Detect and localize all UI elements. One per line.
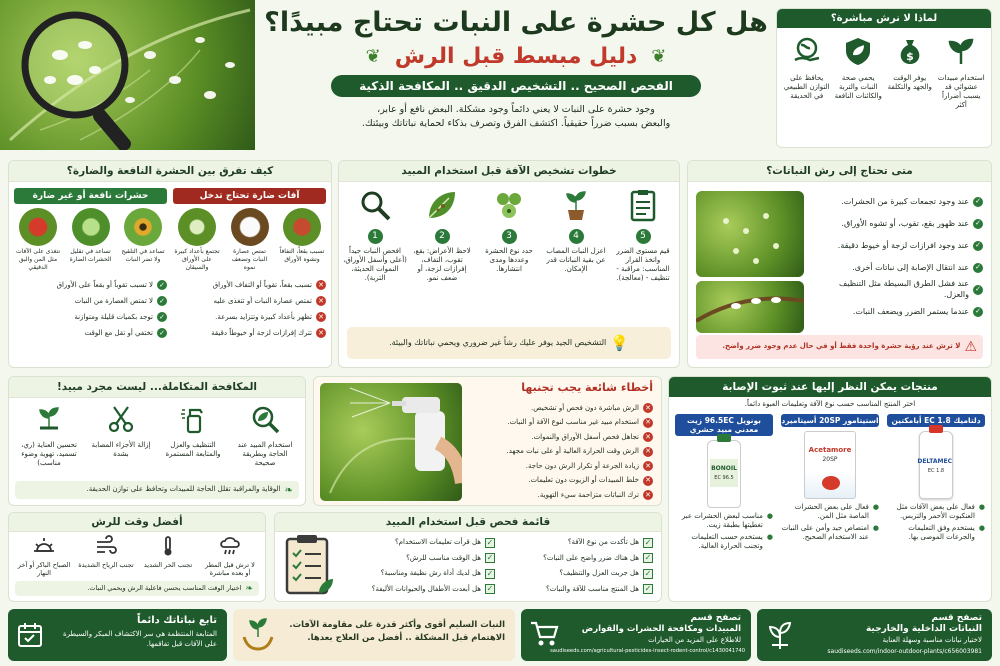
sun-icon: [33, 535, 55, 557]
beneficial-item: ✓ لا تسبب تقوباً أو بقعاً على الأوراق: [14, 277, 167, 293]
thermometer-icon: [157, 535, 179, 557]
beneficial-label: حشرات نافعة أو غير ضارة: [14, 188, 167, 204]
page-subtitle: دليل مبسط قبل الرش: [394, 44, 638, 69]
mistakes-card: [313, 376, 662, 506]
ipm-item: التنظيف والعزل والمتابعة المستمرة: [161, 404, 225, 468]
when-item: ✓ عند فشل الطرق البسيطة مثل التنظيف والعزل.: [813, 279, 983, 301]
follow-plants-title: تابع نباتاتك دائماً: [137, 615, 217, 626]
mistake-item: ✕ خلط المبيدات أو الزيوت دون تعليمات.: [463, 474, 653, 489]
healthy-plant-text: النبات السليم أقوى وأكثر قدرة على مقاومة الآفات. الاهتمام قبل المشكلة .. أفضل من العلاج بعدها.: [289, 620, 505, 644]
magnifier-icon: [358, 188, 392, 222]
ipm-card: [8, 376, 306, 506]
shop-plants-title: تصفح قسم: [931, 613, 982, 623]
steps-title: خطوات تشخيص الآفة قبل استخدام المبيد: [339, 161, 679, 182]
wind-icon: [95, 535, 117, 557]
best-time-note: ❧ اختيار الوقت المناسب يحسن فاعلية الرش ويحمي النبات.: [15, 581, 259, 596]
leaf-icon: ❧: [284, 484, 293, 496]
checklist-title: قائمة فحص قبل استخدام المبيد: [275, 513, 661, 532]
shop-pesticides-name: المبيدات ومكافحة الحشرات والقوارض: [581, 624, 741, 634]
page-title: هل كل حشرة على النبات تحتاج مبيدًا؟: [264, 7, 768, 38]
insects-icon: [492, 188, 526, 222]
whitefly-icon: [178, 208, 216, 246]
beneficial-column: [14, 188, 167, 341]
leaf-decor-icon: ❦: [651, 46, 667, 67]
follow-plants-banner: [8, 609, 227, 661]
leaf-decor-icon: ❦: [365, 46, 381, 67]
checklist-item: ✓ هل تأكدت من نوع الآفة؟: [567, 537, 652, 547]
beneficial-insect-card: تساعد في تقليل الحشرات الضارة: [67, 208, 115, 271]
best-time-item: لا ترش قبل المطر أو بعده مباشرة: [202, 535, 258, 578]
mistake-item: ✕ ترك النباتات متزاحمة سيء التهوية.: [463, 488, 653, 503]
step-item: 3 حدد نوع الحشرة وعددها ومدى انتشارها.: [477, 188, 541, 283]
checklist-card: [274, 512, 662, 602]
when-item: ✓ عندما يستمر الضرر ويضعف النبات.: [813, 301, 983, 323]
mistake-item: ✕ زيادة الجرعة أو تكرار الرش دون حاجة.: [463, 459, 653, 474]
why-title: لماذا لا نرش مباشرة؟: [777, 9, 991, 28]
best-time-title: أفضل وقت للرش: [9, 513, 265, 532]
when-item: ✓ عند ظهور بقع، تقوب، أو تشوه الأوراق.: [813, 213, 983, 235]
beneficial-item: ✓ لا تمتص العصارة من النبات: [14, 293, 167, 309]
header-banner: الفحص الصحيح .. التشخيص الدقيق .. المكافحة الذكية: [331, 75, 701, 97]
when-card: [687, 160, 992, 368]
mistake-item: ✕ الرش مباشرة دون فحص أو تشخيص.: [463, 401, 653, 416]
harmful-item: ✕ تسبب بقعاً، تقوباً أو التفاف الأوراق: [173, 277, 326, 293]
shop-pesticides-title: تصفح قسم: [690, 613, 741, 623]
potted-plant-icon: [559, 188, 593, 222]
step-item: 5 قيم مستوى الضرر واتخذ القرار المناسب: مراقبة - تنظيف - (معالجة).: [611, 188, 675, 283]
mistakes-title: أخطاء شائعة يجب تجنبها: [521, 381, 653, 394]
harmful-item: ✕ تظهر بأعداد كبيرة وتتزايد بسرعة.: [173, 309, 326, 325]
difference-title: كيف تفرق بين الحشرة النافعة والضارة؟: [9, 161, 331, 182]
mealybug-icon: [231, 208, 269, 246]
calendar-icon: [16, 621, 44, 649]
ipm-item: إزالة الأجزاء المصابة بشدة: [89, 404, 153, 468]
product-point: ● فعال على بعض الحشرات الماصة مثل المن.: [794, 503, 879, 521]
clipboard-check-icon: [283, 533, 335, 597]
steps-card: [338, 160, 680, 368]
product-point: ● يستخدم حسب التعليمات وتجنب الحرارة العالية.: [691, 533, 773, 551]
when-item: ✓ عند انتقال الإصابة إلى نباتات أخرى.: [813, 257, 983, 279]
leaf-icon: ❧: [245, 583, 253, 594]
checklist-item: ✓ هل الوقت مناسب للرش؟: [406, 553, 494, 563]
product-item: [675, 414, 773, 551]
plant-icon: [765, 619, 795, 651]
hands-seedling-icon: [241, 617, 275, 653]
shop-pesticides-url[interactable]: saudiseeds.com/agricultural-pesticides-insect-rodent-control/c1430041740: [550, 648, 745, 654]
best-time-item: تجنب الحر الشديد: [140, 535, 196, 578]
ipm-note: ❧ الوقاية والمراقبة تقلل الحاجة للمبيدات وتحافظ على توازن الحديقة.: [15, 481, 299, 499]
mealybug-stem-photo: [696, 281, 804, 333]
checklist-item: ✓ هل قرأت تعليمات الاستخدام؟: [394, 537, 494, 547]
step-number: 5: [636, 229, 651, 244]
why-item: يحمي صحة النبات والتربة والكائنات النافعة: [834, 36, 882, 110]
leaf-icon: [425, 188, 459, 222]
best-time-item: الصباح الباكر أو آخر النهار: [16, 535, 72, 578]
healthy-plant-banner: [233, 609, 515, 661]
bee-icon: [124, 208, 162, 246]
checklist-item: ✓ هل جربت العزل والتنظيف؟: [559, 568, 652, 578]
rain-cloud-icon: [219, 535, 241, 557]
spray-photo: [320, 383, 462, 501]
when-item: ✓ عند وجود تجمعات كبيرة من الحشرات.: [813, 191, 983, 213]
ipm-item: استخدام المبيد عند الحاجة وبطريقة صحيحة: [233, 404, 297, 468]
magnify-leaf-icon: [250, 404, 280, 434]
shop-plants-banner[interactable]: [757, 609, 992, 661]
ipm-item: تحسين العناية (ري، تسميد، تهوية وضوء مناسب): [17, 404, 81, 468]
beneficial-insect-card: تساعد في التلقيح ولا تضر النبات: [119, 208, 167, 271]
ladybug-icon: [19, 208, 57, 246]
shop-plants-name: النباتات الداخلية والخارجية: [865, 624, 982, 634]
step-number: 1: [368, 229, 383, 244]
product-point: ● امتصاص جيد وأمن على النبات عند الاستخدام الصحيح.: [781, 524, 879, 542]
harmful-label: آفات ضارة تحتاج تدخل: [173, 188, 326, 204]
page-header: [262, 4, 770, 152]
checklist-item: ✓ هل لديك أداة رش نظيفة ومناسبة؟: [380, 568, 494, 578]
product-name: دلتاميك 1.8 EC أبامكتين: [887, 414, 985, 427]
product-pack-acetamore: Acetamore 20SP: [804, 431, 856, 499]
mistake-item: ✕ الرش وقت الحرارة العالية أو على نبات مجهد.: [463, 445, 653, 460]
svg-text:$: $: [905, 50, 914, 63]
harmful-item: ✕ تترك إفرازات لزجة أو خيوطاً دقيقة: [173, 325, 326, 341]
shop-pesticides-banner[interactable]: [521, 609, 751, 661]
mistake-item: ✕ تجاهل فحص أسفل الأوراق والنموات.: [463, 430, 653, 445]
product-point: ● مناسب لبعض الحشرات عبر تغطيتها بطبقة زيت.: [681, 512, 773, 530]
scissors-icon: [106, 404, 136, 434]
intro-line-1: وجود حشرة على النبات لا يعني دائماً وجود مشكلة. البعض نافع أو عابر،: [377, 104, 655, 115]
hero-leaf-image: [0, 0, 255, 150]
clipboard-icon: [626, 188, 660, 222]
sprout-icon: [946, 36, 976, 66]
product-name: بونويل 96.5EC زيت معدني مبيد حشري: [675, 414, 773, 436]
when-title: متى تحتاج إلى رش النباتات؟: [688, 161, 991, 182]
insect-difference-card: [8, 160, 332, 368]
harmful-insect-card: تجتمع بأعداد كبيرة على الأوراق والسيقان: [173, 208, 221, 271]
beneficial-item: ✓ تختفي أو تقل مع الوقت: [14, 325, 167, 341]
products-title: منتجات يمكن النظر إليها عند ثبوت الإصابة: [669, 377, 991, 397]
shop-pesticides-sub: للاطلاع على المزيد من الخيارات: [648, 636, 741, 644]
checklist-item: ✓ هل هناك ضرر واضح على النبات؟: [543, 553, 652, 563]
harmful-column: [173, 188, 326, 341]
step-number: 4: [569, 229, 584, 244]
why-item: استخدام مبيدات عشوائي قد يسبب أضراراً أكثر: [937, 36, 985, 110]
product-point: ● فعال على بعض الآفات مثل العنكبوت الأحمر والتربس.: [896, 503, 985, 521]
lightbulb-icon: 💡: [610, 334, 629, 352]
money-bag-icon: [895, 36, 925, 66]
why-item: $ يوفر الوقت والجهد والتكلفة: [886, 36, 934, 110]
best-time-card: [8, 512, 266, 602]
step-item: 4 اعزل النبات المصاب عن بقية النباتات قدر الإمكان.: [544, 188, 608, 283]
aphid-icon: [283, 208, 321, 246]
when-warning: ⚠ لا ترش عند رؤية حشرة واحدة فقط أو في حال عدم وجود ضرر واضح.: [696, 335, 983, 359]
product-item: [781, 414, 879, 551]
seedling-icon: [34, 404, 64, 434]
mistake-item: ✕ استخدام مبيد غير مناسب لنوع الآفة أو النبات.: [463, 416, 653, 431]
why-card: [776, 8, 992, 148]
step-item: 1 افحص النبات جيداً (أعلى وأسفل الأوراق، النموات الحديثة، التربة).: [343, 188, 407, 283]
product-item: [887, 414, 985, 551]
product-bottle-deltamec: DELTAMEC 1.8 EC: [919, 431, 953, 499]
shop-plants-sub: لاختيار نباتات مناسبة وسهلة العناية: [882, 636, 982, 644]
checklist-item: ✓ هل المنتج مناسب للآفة والنبات؟: [545, 584, 652, 594]
product-point: ● يستخدم وفق التعليمات والجرعات الموصى بها.: [908, 524, 985, 542]
beneficial-item: ✓ توجد بكميات قليلة ومتوازنة: [14, 309, 167, 325]
when-item: ✓ عند وجود افرازات لزجة أو خيوط دقيقة.: [813, 235, 983, 257]
harmful-insect-card: تسبب بقعاً، التفافاً وتشوه الأوراق: [278, 208, 326, 271]
step-number: 2: [435, 229, 450, 244]
warning-icon: ⚠: [964, 339, 977, 355]
why-item: يحافظ على التوازن الطبيعي في الحديقة: [783, 36, 831, 110]
steps-note: 💡 التشخيص الجيد يوفر عليك رشاً غير ضروري ويحمي نباتاتك والبيئة.: [347, 327, 671, 359]
intro-line-2: والبعض بسبب ضرراً حقيقياً. اكتشف الفرق وتصرف بذكاء لحماية نباتاتك وبيئتك.: [361, 118, 671, 129]
lacewing-icon: [72, 208, 110, 246]
step-item: 2 لاحظ الأعراض: بقع، تقوب، التفاف، إفرازات لزجة، أو ضعف نمو.: [410, 188, 474, 283]
harmful-insect-card: تمتص عصارة النبات وتضعف نموه: [226, 208, 274, 271]
shop-plants-url[interactable]: saudiseeds.com/indoor-outdoor-plants/c656003981: [827, 648, 982, 655]
products-subtitle: اختر المنتج المناسب حسب نوع الآفة وتعليمات العبوة دائماً.: [744, 400, 916, 408]
follow-plants-text: المتابعة المنتظمة هي سر الاكتشاف المبكر والسيطرة على الآفات قبل تفاقمها.: [62, 630, 217, 648]
beneficial-insect-card: تتغذى على الآفات مثل المن والبق الدقيقي: [14, 208, 62, 271]
products-card: [668, 376, 992, 602]
harmful-item: ✕ تمتص عصارة النبات أو تتغذى عليه: [173, 293, 326, 309]
checklist-item: ✓ هل أبعدت الأطفال والحيوانات الأليفة؟: [371, 584, 494, 594]
step-number: 3: [502, 229, 517, 244]
cart-icon: [529, 619, 559, 647]
infested-leaf-photo: [696, 191, 804, 277]
product-name: استيتامور 20SP أسيتاميرد: [781, 416, 879, 426]
ipm-title: المكافحة المتكاملة... ليست مجرد مبيد!: [9, 377, 305, 398]
best-time-item: تجنب الرياح الشديدة: [78, 535, 134, 578]
spray-bottle-icon: [178, 404, 208, 434]
product-bottle-bonoil: BONOIL 96.5 EC: [707, 440, 741, 508]
shield-leaf-icon: [843, 36, 873, 66]
globe-hand-icon: [792, 36, 822, 66]
